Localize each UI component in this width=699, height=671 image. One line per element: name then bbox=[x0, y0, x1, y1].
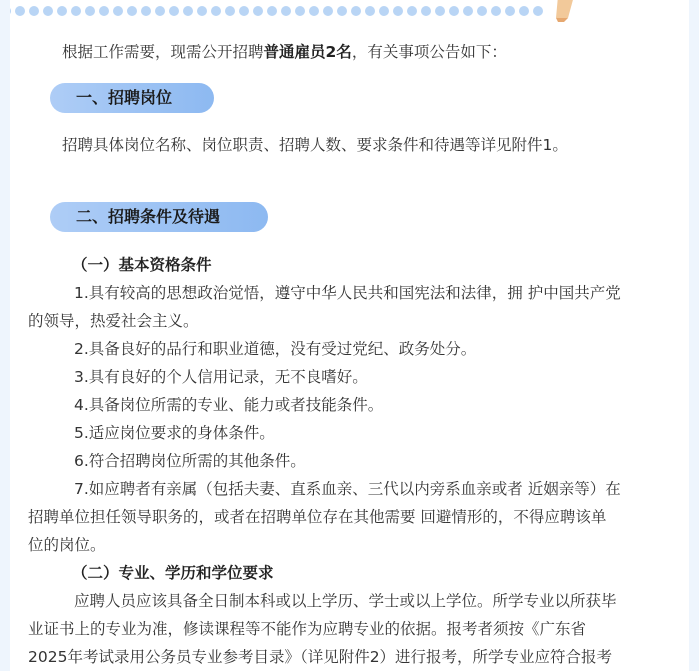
pencil-decoration-icon bbox=[548, 0, 588, 22]
list-item: 6.符合招聘岗位所需的其他条件。 bbox=[74, 452, 306, 470]
announcement-content bbox=[10, 22, 689, 671]
top-decoration-strip bbox=[0, 0, 699, 22]
list-item-continued: 位的岗位。 bbox=[28, 536, 106, 554]
subsection-basic-qualifications: （一）基本资格条件 bbox=[72, 256, 212, 274]
subsection-education-requirements: （二）专业、学历和学位要求 bbox=[72, 564, 274, 582]
list-item: 4.具备岗位所需的专业、能力或者技能条件。 bbox=[74, 396, 384, 414]
left-border bbox=[0, 0, 10, 671]
section-2-title: 二、招聘条件及待遇 bbox=[50, 202, 268, 232]
list-item: 1.具有较高的思想政治觉悟，遵守中华人民共和国宪法和法律，拥 护中国共产党 bbox=[74, 284, 621, 302]
paragraph-line: 2025年考试录用公务员专业参考目录》（详见附件2）进行报考，所学专业应符合报考 bbox=[28, 648, 613, 666]
intro-highlight: 普通雇员2名 bbox=[263, 43, 352, 61]
list-item: 3.具有良好的个人信用记录，无不良嗜好。 bbox=[74, 368, 368, 386]
list-item-continued: 招聘单位担任领导职务的，或者在招聘单位存在其他需要 回避情形的，不得应聘该单 bbox=[28, 508, 607, 526]
paragraph-line: 业证书上的专业为准，修读课程等不能作为应聘专业的依据。报考者须按《广东省 bbox=[28, 620, 587, 638]
section-1-title: 一、招聘岗位 bbox=[50, 83, 214, 113]
list-item: 7.如应聘者有亲属（包括夫妻、直系血亲、三代以内旁系血亲或者 近姻亲等）在 bbox=[74, 480, 621, 498]
dotted-border-decoration bbox=[0, 0, 560, 22]
list-item: 2.具备良好的品行和职业道德，没有受过党纪、政务处分。 bbox=[74, 340, 477, 358]
list-item: 5.适应岗位要求的身体条件。 bbox=[74, 424, 275, 442]
intro-paragraph bbox=[10, 38, 699, 66]
list-item-continued: 的领导，热爱社会主义。 bbox=[28, 312, 199, 330]
intro-text-end: ，有关事项公告如下： bbox=[351, 43, 507, 61]
section-1-body: 招聘具体岗位名称、岗位职责、招聘人数、要求条件和待遇等详见附件1。 bbox=[62, 136, 568, 154]
paragraph-line: 应聘人员应该具备全日制本科或以上学历、学士或以上学位。所学专业以所获毕 bbox=[74, 592, 617, 610]
intro-text: 根据工作需要，现需公开招聘 bbox=[62, 43, 264, 61]
